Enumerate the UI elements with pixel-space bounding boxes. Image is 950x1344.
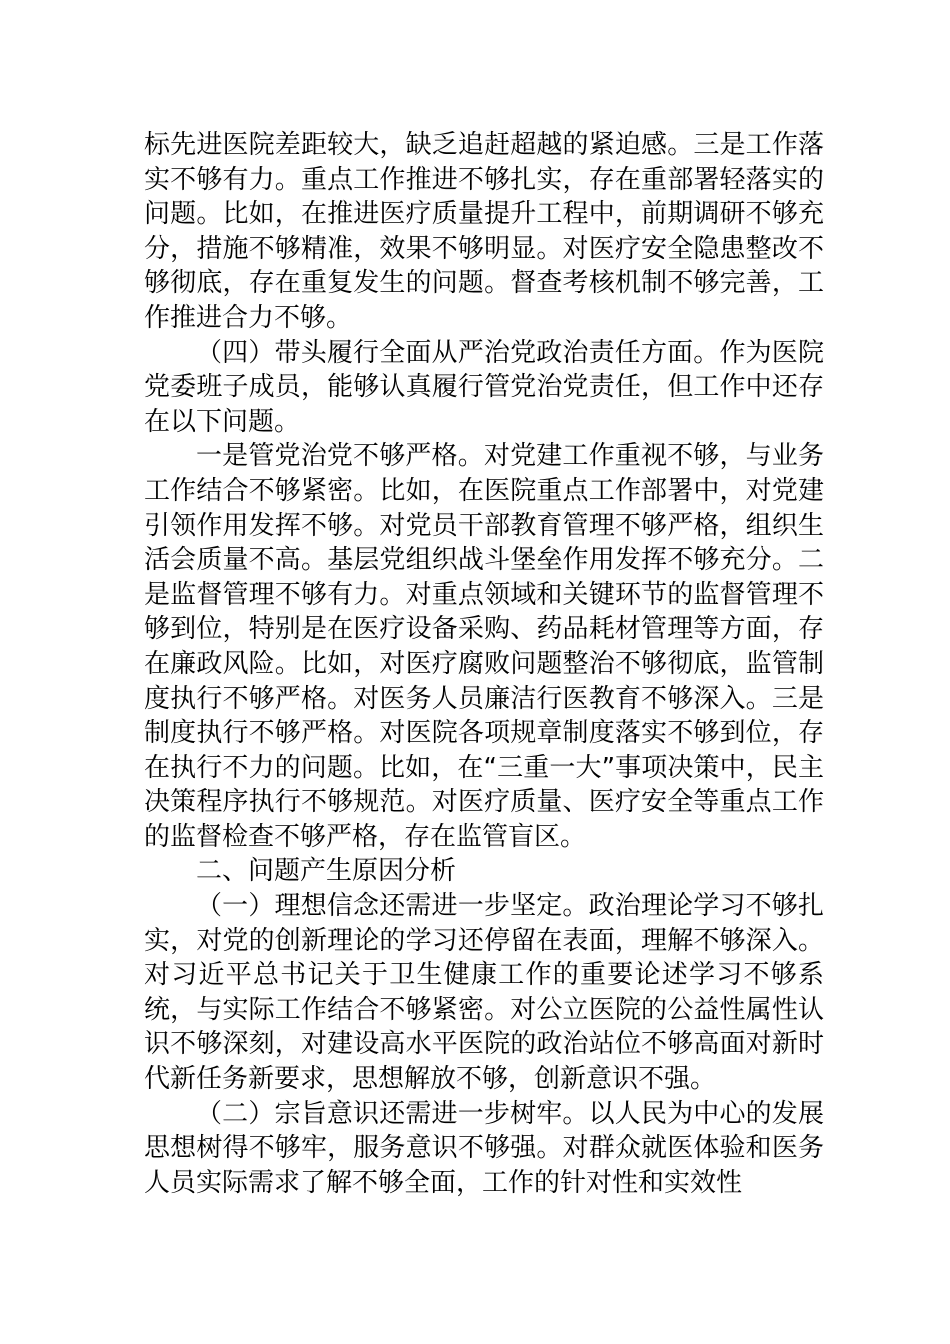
document-body [144, 128, 824, 1200]
paragraph-cause-one: （一）理想信念还需进一步坚定。政治理论学习不够扎实，对党的创新理论的学习还停留在表面，理解不够深入。对习近平总书记关于卫生健康工作的重要论述学习不够系统，与实际工作结合不够紧密。对公立医院的公益性属性认识不够深刻，对建设高水平医院的政治站位不够高面对新时代新任务新要求，思想解放不够，创新意识不强。 [144, 891, 824, 1095]
section-heading-cause-analysis: 二、问题产生原因分析 [196, 856, 457, 887]
paragraph-cause-two: （二）宗旨意识还需进一步树牢。以人民为中心的发展思想树得不够牢，服务意识不够强。对群众就医体验和医务人员实际需求了解不够全面，工作的针对性和实效性 [144, 1098, 824, 1198]
paragraph-problems-detail: 一是管党治党不够严格。对党建工作重视不够，与业务工作结合不够紧密。比如，在医院重点工作部署中，对党建引领作用发挥不够。对党员干部教育管理不够严格，组织生活会质量不高。基层党组织战斗堡垒作用发挥不够充分。二是监督管理不够有力。对重点领域和关键环节的监督管理不够到位，特别是在医疗设备采购、药品耗材管理等方面，存在廉政风险。比如，对医疗腐败问题整治不够彻底，监管制度执行不够严格。对医务人员廉洁行医教育不够深入。三是制度执行不够严格。对医院各项规章制度落实不够到位，存在执行不力的问题。比如，在“三重一大”事项决策中，民主决策程序执行不够规范。对医疗质量、医疗安全等重点工作的监督检查不够严格，存在监管盲区。 [144, 441, 824, 852]
paragraph-section-four: （四）带头履行全面从严治党政治责任方面。作为医院党委班子成员，能够认真履行管党治党责任，但工作中还存在以下问题。 [144, 337, 824, 437]
paragraph-continuation: 标先进医院差距较大，缺乏追赶超越的紧迫感。三是工作落实不够有力。重点工作推进不够扎实，存在重部署轻落实的问题。比如，在推进医疗质量提升工程中，前期调研不够充分，措施不够精准，效果不够明显。对医疗安全隐患整改不够彻底，存在重复发生的问题。督查考核机制不够完善，工作推进合力不够。 [144, 130, 824, 333]
